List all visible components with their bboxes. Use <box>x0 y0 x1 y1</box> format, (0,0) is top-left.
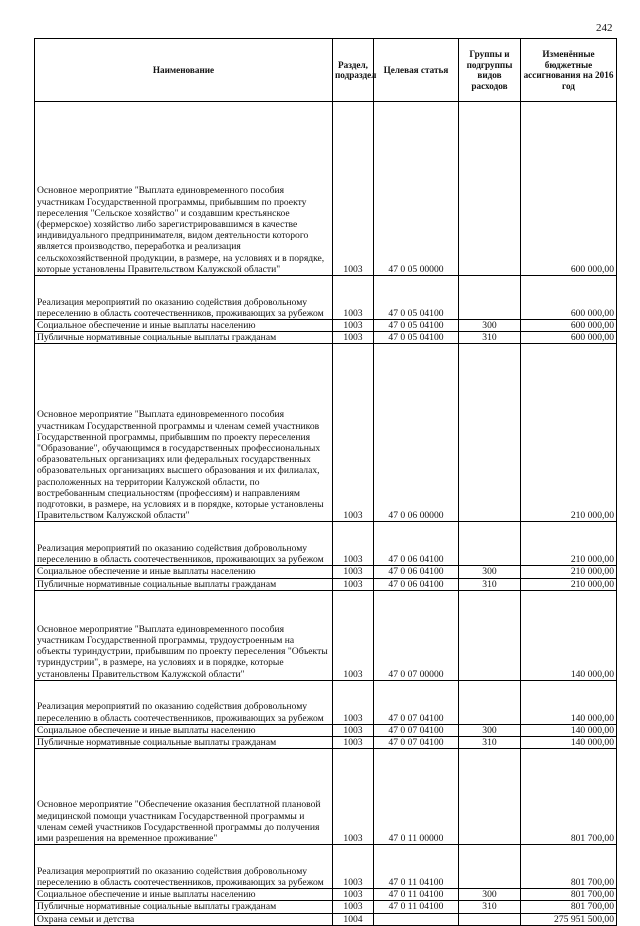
row-target: 47 0 07 04100 <box>374 737 459 749</box>
row-group: 310 <box>459 901 521 913</box>
row-section: 1003 <box>333 724 374 736</box>
row-target: 47 0 07 04100 <box>374 680 459 724</box>
row-group <box>459 845 521 889</box>
row-name: Основное мероприятие "Обеспечение оказания бесплатной плановой медицинской помощи участникам Государственной программы и членам семей участников Государственной программы до получения ими разрешения на временное проживание" <box>35 749 333 845</box>
row-amount: 600 000,00 <box>521 332 617 344</box>
row-section: 1003 <box>333 680 374 724</box>
row-target: 47 0 06 04100 <box>374 566 459 578</box>
header-name: Наименование <box>35 39 333 102</box>
row-section: 1003 <box>333 320 374 332</box>
row-section: 1003 <box>333 737 374 749</box>
row-name: Реализация мероприятий по оказанию содействия добровольному переселению в область соотечественников, проживающих за рубежом <box>35 845 333 889</box>
table-row <box>35 724 617 736</box>
row-name: Реализация мероприятий по оказанию содействия добровольному переселению в область соотечественников, проживающих за рубежом <box>35 276 333 320</box>
row-group: 310 <box>459 578 521 590</box>
row-section: 1004 <box>333 913 374 925</box>
row-section: 1003 <box>333 344 374 522</box>
row-group <box>459 276 521 320</box>
row-amount: 210 000,00 <box>521 522 617 566</box>
row-amount: 210 000,00 <box>521 344 617 522</box>
table-row <box>35 889 617 901</box>
row-target: 47 0 07 00000 <box>374 590 459 680</box>
row-section: 1003 <box>333 749 374 845</box>
table-row <box>35 566 617 578</box>
row-name: Публичные нормативные социальные выплаты гражданам <box>35 332 333 344</box>
row-section: 1003 <box>333 102 374 276</box>
row-group: 300 <box>459 320 521 332</box>
table-row <box>35 680 617 724</box>
row-group: 300 <box>459 724 521 736</box>
row-name: Социальное обеспечение и иные выплаты населению <box>35 566 333 578</box>
row-target: 47 0 06 04100 <box>374 522 459 566</box>
table-row <box>35 590 617 680</box>
row-section: 1003 <box>333 522 374 566</box>
row-name: Социальное обеспечение и иные выплаты населению <box>35 320 333 332</box>
row-section: 1003 <box>333 276 374 320</box>
row-section: 1003 <box>333 845 374 889</box>
table-row <box>35 901 617 913</box>
row-group: 300 <box>459 566 521 578</box>
row-amount: 801 700,00 <box>521 901 617 913</box>
page-number: 242 <box>596 22 613 34</box>
row-target <box>374 913 459 925</box>
header-target: Целевая статья <box>374 39 459 102</box>
row-target: 47 0 11 04100 <box>374 889 459 901</box>
row-amount: 140 000,00 <box>521 590 617 680</box>
row-name: Реализация мероприятий по оказанию содействия добровольному переселению в область соотечественников, проживающих за рубежом <box>35 522 333 566</box>
row-name: Социальное обеспечение и иные выплаты населению <box>35 889 333 901</box>
row-name: Публичные нормативные социальные выплаты гражданам <box>35 578 333 590</box>
row-group <box>459 102 521 276</box>
row-name: Публичные нормативные социальные выплаты гражданам <box>35 737 333 749</box>
row-target: 47 0 11 04100 <box>374 845 459 889</box>
table-row <box>35 276 617 320</box>
row-group <box>459 680 521 724</box>
header-groups: Группы и подгруппы видов расходов <box>459 39 521 102</box>
row-name: Основное мероприятие "Выплата единовременного пособия участникам Государственной программы и членам семей участников Государственной программы, прибывшим по проекту переселения "Образование", обучающимся в государственных профессиональных образовательных организациях или федеральных государственных образовательных организациях высшего образования и их филиалах, расположенных на территории Калужской области, по востребованным специальностям (профессиям) и направлениям подготовки, в размере, на условиях и в порядке, которые установлены Правительством Калужской области" <box>35 344 333 522</box>
row-name: Социальное обеспечение и иные выплаты населению <box>35 724 333 736</box>
table-row <box>35 522 617 566</box>
table-body <box>35 102 617 926</box>
row-section: 1003 <box>333 889 374 901</box>
row-name: Основное мероприятие "Выплата единовременного пособия участникам Государственной программы, прибывшим по проекту переселения "Сельское хозяйство" и создавшим крестьянское (фермерское) хозяйство либо зарегистрировавшимся в качестве индивидуального предпринимателя, видом деятельности которого является производство, переработка и реализация сельскохозяйственной продукции, в размере, на условиях и в порядке, которые установлены Правительством Калужской области" <box>35 102 333 276</box>
table-row <box>35 749 617 845</box>
row-group: 300 <box>459 889 521 901</box>
row-name: Охрана семьи и детства <box>35 913 333 925</box>
table-row <box>35 102 617 276</box>
row-amount: 600 000,00 <box>521 320 617 332</box>
row-amount: 275 951 500,00 <box>521 913 617 925</box>
row-group <box>459 522 521 566</box>
table-row <box>35 578 617 590</box>
row-target: 47 0 06 00000 <box>374 344 459 522</box>
row-amount: 600 000,00 <box>521 276 617 320</box>
row-target: 47 0 06 04100 <box>374 578 459 590</box>
row-target: 47 0 05 04100 <box>374 320 459 332</box>
row-group <box>459 590 521 680</box>
row-target: 47 0 11 00000 <box>374 749 459 845</box>
row-amount: 801 700,00 <box>521 845 617 889</box>
row-section: 1003 <box>333 590 374 680</box>
row-amount: 210 000,00 <box>521 578 617 590</box>
row-target: 47 0 07 04100 <box>374 724 459 736</box>
table-row <box>35 913 617 925</box>
row-amount: 140 000,00 <box>521 737 617 749</box>
row-section: 1003 <box>333 578 374 590</box>
row-section: 1003 <box>333 566 374 578</box>
row-group <box>459 749 521 845</box>
row-name: Основное мероприятие "Выплата единовременного пособия участникам Государственной программы, трудоустроенным на объекты туриндустрии, прибывшим по проекту переселения "Объекты туриндустрии", в размере, на условиях и в порядке, которые установлены Правительством Калужской области" <box>35 590 333 680</box>
row-name: Реализация мероприятий по оказанию содействия добровольному переселению в область соотечественников, проживающих за рубежом <box>35 680 333 724</box>
row-target: 47 0 05 04100 <box>374 332 459 344</box>
row-target: 47 0 05 00000 <box>374 102 459 276</box>
table-row <box>35 845 617 889</box>
row-target: 47 0 05 04100 <box>374 276 459 320</box>
row-section: 1003 <box>333 901 374 913</box>
table-header-row <box>35 39 617 102</box>
header-section: Раздел, подраздел <box>333 39 374 102</box>
row-group: 310 <box>459 332 521 344</box>
row-amount: 210 000,00 <box>521 566 617 578</box>
row-group: 310 <box>459 737 521 749</box>
row-amount: 600 000,00 <box>521 102 617 276</box>
row-target: 47 0 11 04100 <box>374 901 459 913</box>
row-amount: 140 000,00 <box>521 724 617 736</box>
row-group <box>459 344 521 522</box>
table-row <box>35 332 617 344</box>
table-row <box>35 737 617 749</box>
row-name: Публичные нормативные социальные выплаты гражданам <box>35 901 333 913</box>
table-row <box>35 344 617 522</box>
row-section: 1003 <box>333 332 374 344</box>
row-group <box>459 913 521 925</box>
table-row <box>35 320 617 332</box>
header-amount: Изменённые бюджетные ассигнования на 2016 год <box>521 39 617 102</box>
budget-table <box>34 38 617 926</box>
row-amount: 801 700,00 <box>521 749 617 845</box>
row-amount: 140 000,00 <box>521 680 617 724</box>
row-amount: 801 700,00 <box>521 889 617 901</box>
